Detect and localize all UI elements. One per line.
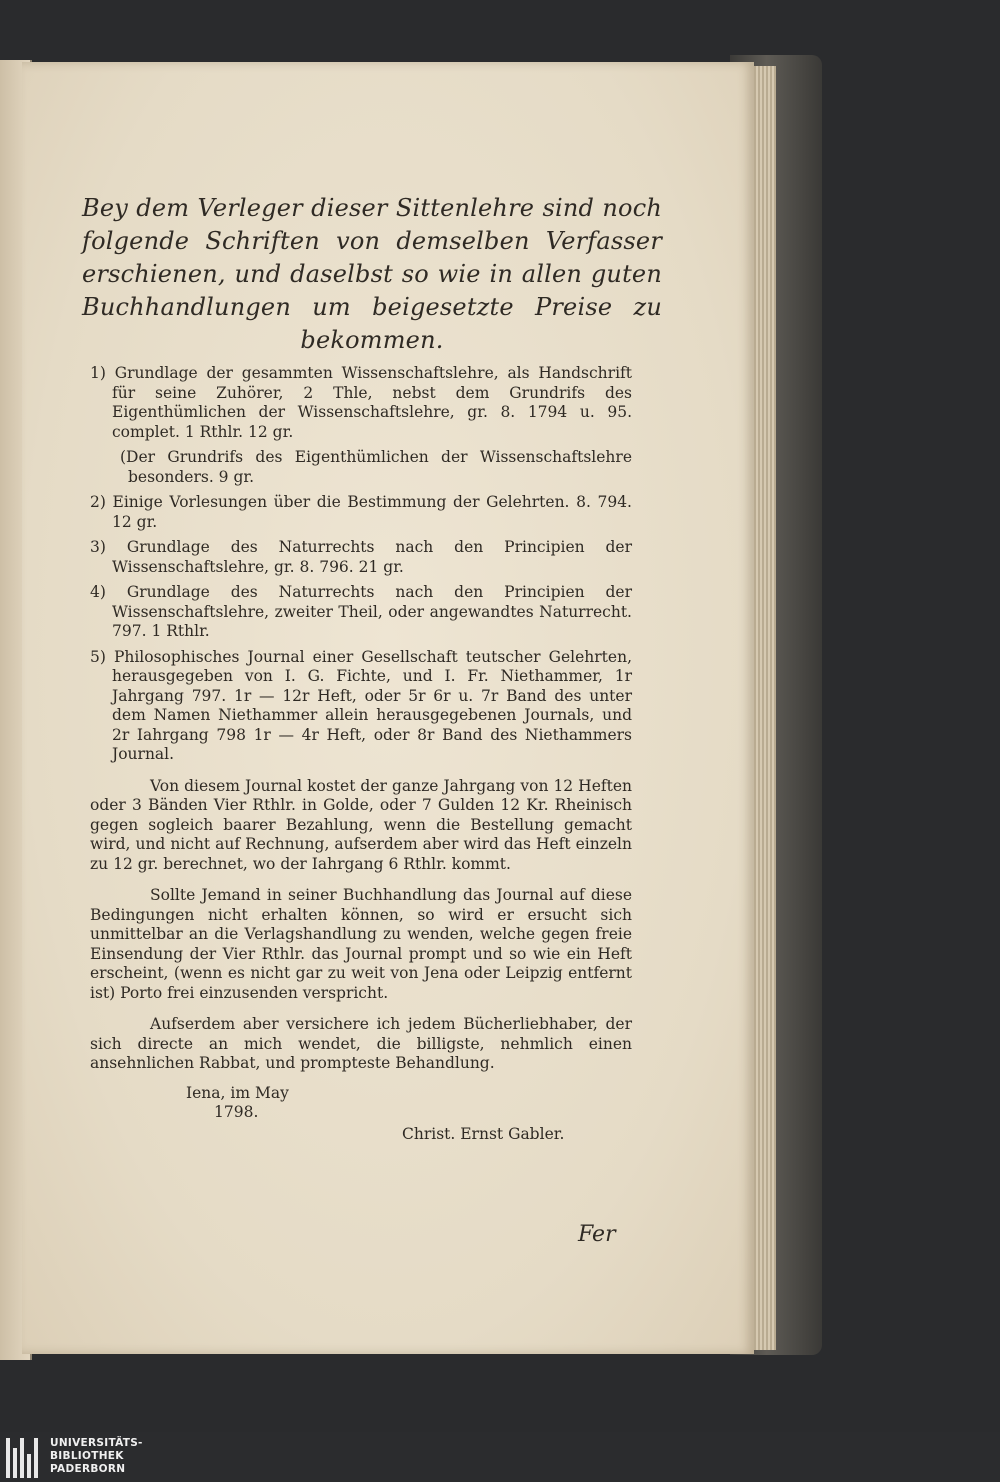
list-item xyxy=(90,493,632,532)
book-page xyxy=(22,62,754,1354)
item-text: Grundlage des Naturrechts nach den Principien der Wissenschaftslehre, gr. 8. 796. 21 gr. xyxy=(112,538,632,576)
list-item xyxy=(90,648,632,765)
paragraph-discount: Aufserdem aber versichere ich jedem Bücherliebhaber, der sich directe an mich wendet, die billigste, nehmlich einen ansehnlichen Rabbat, und prompteste Behandlung. xyxy=(90,1015,632,1072)
paragraph-journal-price: Von diesem Journal kostet der ganze Jahrgang von 12 Heften oder 3 Bänden Vier Rthlr. in Golde, oder 7 Gulden 12 Kr. Rheinisch gegen sogleich baarer Bezahlung, wenn die Bestellung gemacht wird, und nicht auf Rechnung, aufserdem aber wird das Heft einzeln zu 12 gr. berechnet, wo der Iahrgang 6 Rthlr. kommt. xyxy=(90,776,632,873)
item-text: Grundlage der gesammten Wissenschaftslehre, als Handschrift für seine Zuhörer, 2 Thle, nebst dem Grundrifs des Eigenthümlichen der Wissenschaftslehre, gr. 8. 1794 u. 95. complet. 1 Rthlr. 12 gr. xyxy=(112,364,632,441)
item-number: 1) xyxy=(90,364,106,382)
list-item xyxy=(90,538,632,577)
library-footer xyxy=(0,1432,1000,1482)
place-date: Iena, im May xyxy=(186,1083,289,1102)
item-text: Einige Vorlesungen über die Bestimmung der Gelehrten. 8. 794. 12 gr. xyxy=(112,493,632,531)
catchword: Fer xyxy=(578,1222,616,1247)
paragraph-ordering: Sollte Jemand in seiner Buchhandlung das Journal auf diese Bedingungen nicht erhalten können, so wird er ersucht sich unmittelbar an die Verlagshandlung zu wenden, welche gegen freie Einsendung der Vier Rthlr. das Journal prompt und so wie ein Heft erscheint, (wenn es nicht gar zu weit von Jena oder Leipzig entfernt ist) Porto frei einzusenden verspricht. xyxy=(90,886,632,1002)
item-text: (Der Grundrifs des Eigenthümlichen der Wissenschaftslehre besonders. 9 gr. xyxy=(120,448,632,486)
list-item xyxy=(90,364,632,442)
item-text: Grundlage des Naturrechts nach den Principien der Wissenschaftslehre, zweiter Theil, oder angewandtes Naturrecht. 797. 1 Rthlr. xyxy=(112,583,632,640)
list-item xyxy=(90,583,632,642)
library-logo-icon xyxy=(6,1438,42,1478)
library-name: UNIVERSITÄTS- BIBLIOTHEK PADERBORN xyxy=(50,1437,143,1475)
item-number: 5) xyxy=(90,647,106,666)
year: 1798. xyxy=(214,1103,259,1121)
item-text: Philosophisches Journal einer Gesellschaft teutscher Gelehrten, herausgegeben von I. G. Fichte, und I. Fr. Niethammer, 1r Jahrgang 797. 1r — 12r Heft, oder 5r 6r u. 7r Band des unter dem Namen Niethammer allein herausgegebenen Journals, und 2r Iahrgang 798 1r — 4r Heft, oder 8r Band des Niethammers Journal. xyxy=(112,647,632,763)
signature: Christ. Ernst Gabler. xyxy=(402,1124,565,1143)
page-body xyxy=(90,364,632,1144)
page-heading: Bey dem Verleger dieser Sittenlehre sind noch folgende Schriften von demselben Verfasser erschienen, und daselbst so wie in allen guten Buchhandlungen um beigesetzte Preise zu bekommen. xyxy=(82,194,662,354)
item-number: 3) xyxy=(90,538,106,556)
item-number: 2) xyxy=(90,493,106,511)
list-item-note xyxy=(90,448,632,487)
item-number: 4) xyxy=(90,583,106,601)
